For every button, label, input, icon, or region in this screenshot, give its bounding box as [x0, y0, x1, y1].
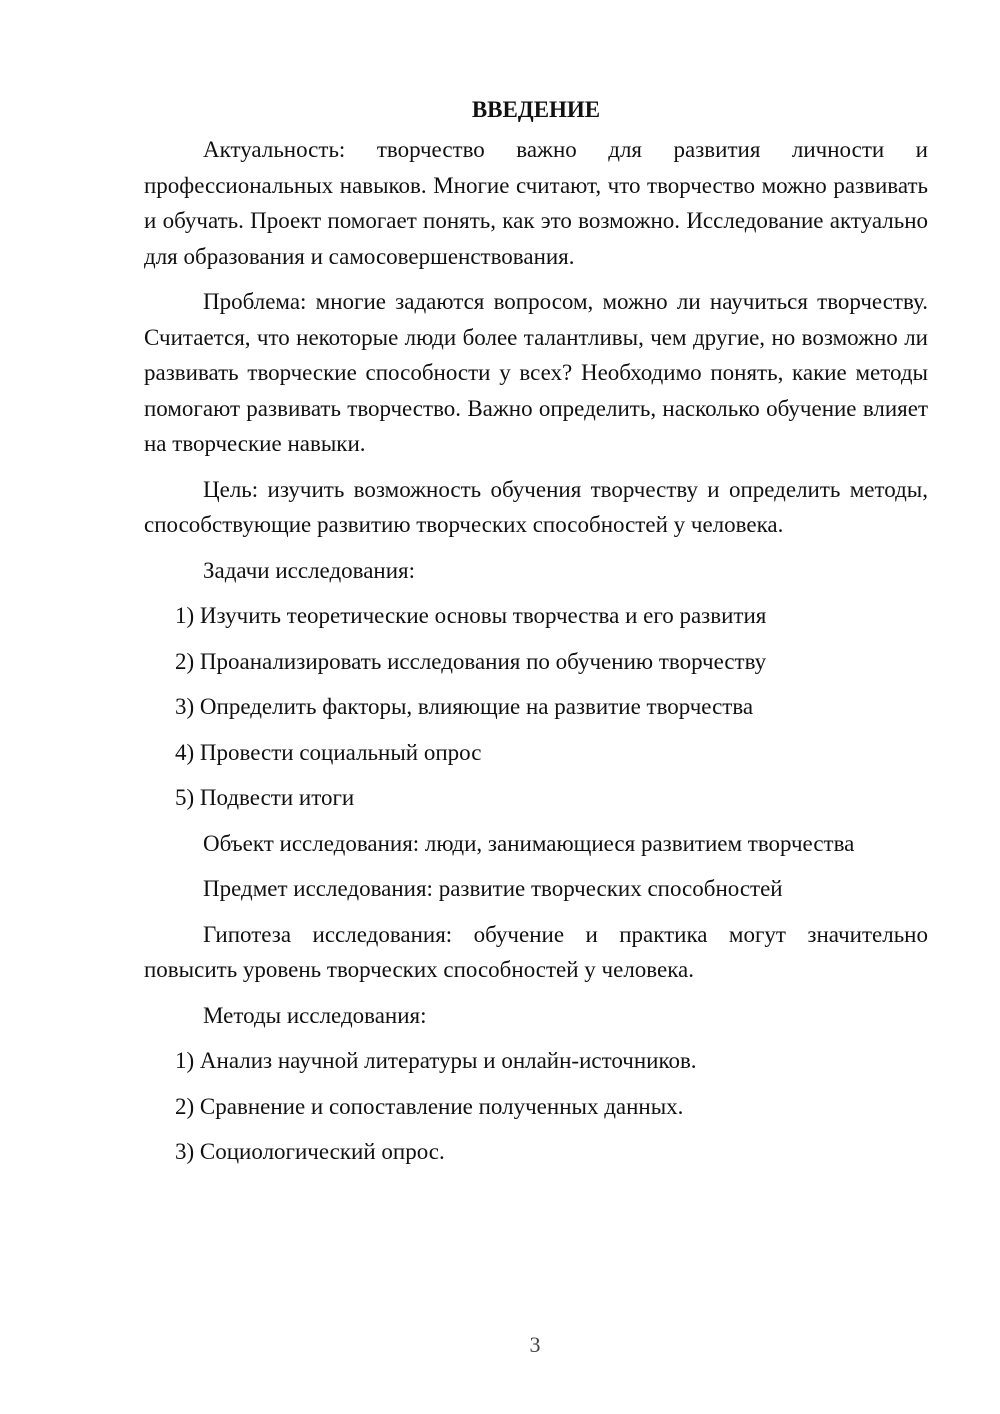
- document-page: [144, 92, 928, 1180]
- tasks-title: Задачи исследования:: [203, 557, 416, 583]
- method-item: 3) Социологический опрос.: [175, 1139, 445, 1164]
- task-item: 3) Определить факторы, влияющие на развитие творчества: [175, 694, 754, 719]
- methods-title: Методы исследования:: [203, 1002, 427, 1028]
- relevance-paragraph: Актуальность: творчество важно для развития личности и профессиональных навыков. Многие считают, что творчество можно развивать и обучать. Проект помогает понять, как это возможно. Исследование актуально для образования и самосовершенствования.: [144, 137, 928, 269]
- task-item: 4) Провести социальный опрос: [175, 739, 482, 765]
- task-item: 1) Изучить теоретические основы творчества и его развития: [175, 603, 767, 628]
- subject-line: Предмет исследования: развитие творческих способностей: [203, 876, 783, 901]
- goal-paragraph: Цель: изучить возможность обучения творчеству и определить методы, способствующие развитию творческих способностей у человека.: [144, 476, 928, 537]
- problem-paragraph: Проблема: многие задаются вопросом, можно ли научиться творчеству. Считается, что некоторые люди более талантливы, чем другие, но возможно ли развивать творческие способности у всех? Необходимо понять, какие методы помогают развивать творчество. Важно определить, насколько обучение влияет на творческие навыки.: [144, 289, 928, 456]
- task-item: 2) Проанализировать исследования по обучению творчеству: [175, 648, 767, 674]
- page-number: 3: [529, 1332, 541, 1357]
- hypothesis-paragraph: Гипотеза исследования: обучение и практика могут значительно повысить уровень творческих способностей у человека.: [144, 921, 928, 982]
- method-item: 1) Анализ научной литературы и онлайн-источников.: [175, 1048, 697, 1073]
- object-line: Объект исследования: люди, занимающиеся развитием творчества: [203, 830, 855, 856]
- section-heading: ВВЕДЕНИЕ: [471, 97, 601, 122]
- method-item: 2) Сравнение и сопоставление полученных данных.: [175, 1093, 684, 1119]
- task-item: 5) Подвести итоги: [175, 785, 355, 810]
